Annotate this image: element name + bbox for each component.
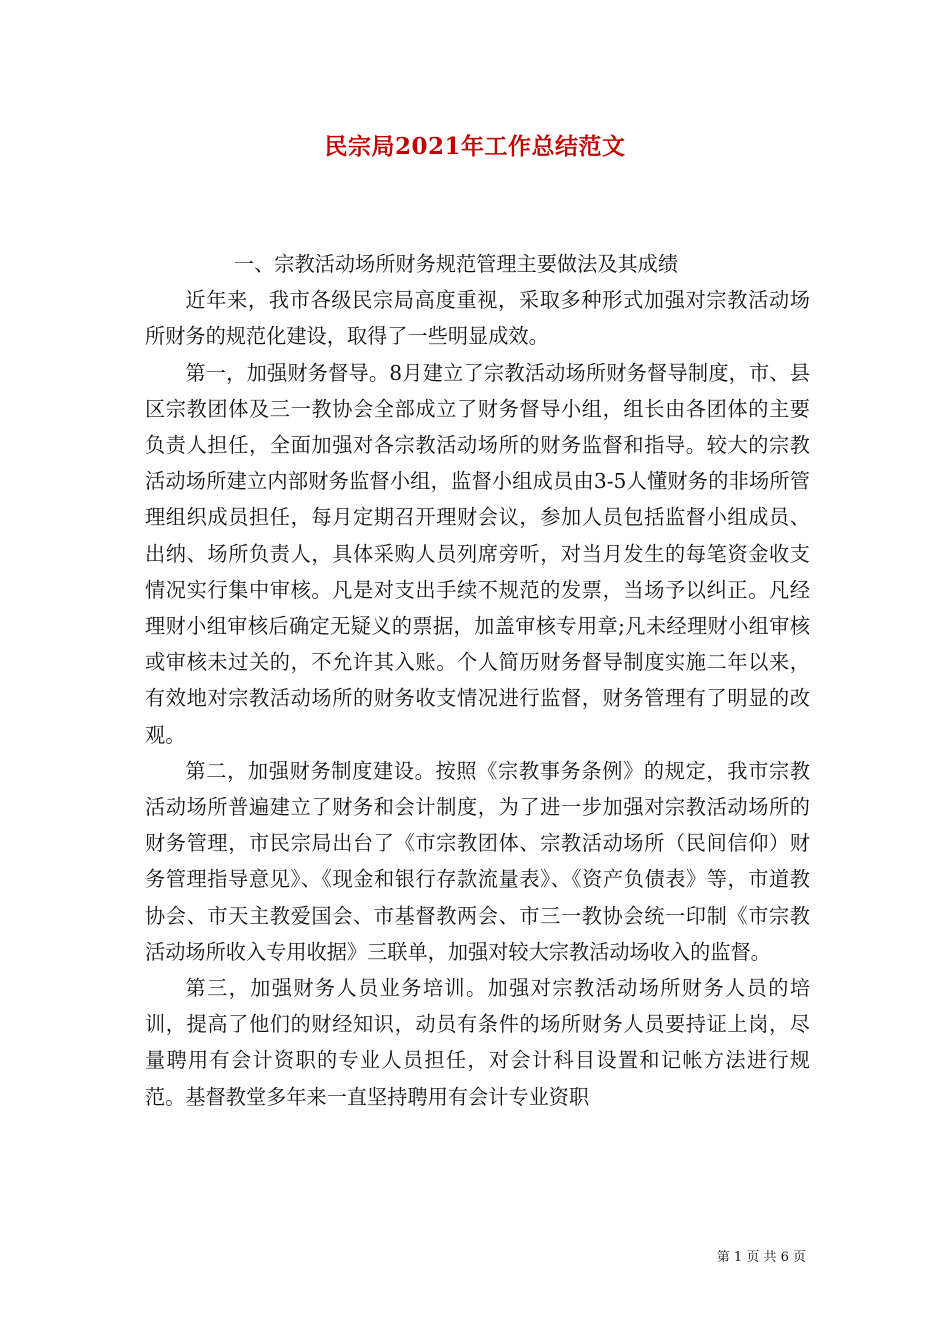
document-body [145, 246, 810, 1115]
document-title: 民宗局2021年工作总结范文 [324, 133, 626, 160]
paragraph: 第二，加强财务制度建设。按照《宗教事务条例》的规定，我市宗教活动场所普遍建立了财务和会计制度，为了进一步加强对宗教活动场所的财务管理，市民宗局出台了《市宗教团体、宗教活动场所（民间信仰）财务管理指导意见》、《现金和银行存款流量表》、《资产负债表》等，市道教协会、市天主教爱国会、市基督教两会、市三一教协会统一印制《市宗教活动场所收入专用收据》三联单，加强对较大宗教活动场收入的监督。 [145, 758, 810, 964]
page-number-footer: 第 1 页 共 6 页 [716, 1250, 806, 1265]
paragraph: 第三，加强财务人员业务培训。加强对宗教活动场所财务人员的培训，提高了他们的财经知识，动员有条件的场所财务人员要持证上岗，尽量聘用有会计资职的专业人员担任，对会计科目设置和记帐方法进行规范。基督教堂多年来一直坚持聘用有会计专业资职 [145, 976, 810, 1109]
section-heading: 一、宗教活动场所财务规范管理主要做法及其成绩 [233, 252, 679, 276]
paragraph: 近年来，我市各级民宗局高度重视，采取多种形式加强对宗教活动场所财务的规范化建设，取得了一些明显成效。 [145, 288, 810, 349]
paragraph: 第一，加强财务督导。8月建立了宗教活动场所财务督导制度，市、县区宗教团体及三一教协会全部成立了财务督导小组，组长由各团体的主要负责人担任，全面加强对各宗教活动场所的财务监督和指导。较大的宗教活动场所建立内部财务监督小组，监督小组成员由3-5人懂财务的非场所管理组织成员担任，每月定期召开理财会议，参加人员包括监督小组成员、出纳、场所负责人，具体采购人员列席旁听，对当月发生的每笔资金收支情况实行集中审核。凡是对支出手续不规范的发票，当场予以纠正。凡经理财小组审核后确定无疑义的票据，加盖审核专用章;凡未经理财小组审核或审核未过关的，不允许其入账。个人简历财务督导制度实施二年以来，有效地对宗教活动场所的财务收支情况进行监督，财务管理有了明显的改观。 [145, 360, 810, 747]
